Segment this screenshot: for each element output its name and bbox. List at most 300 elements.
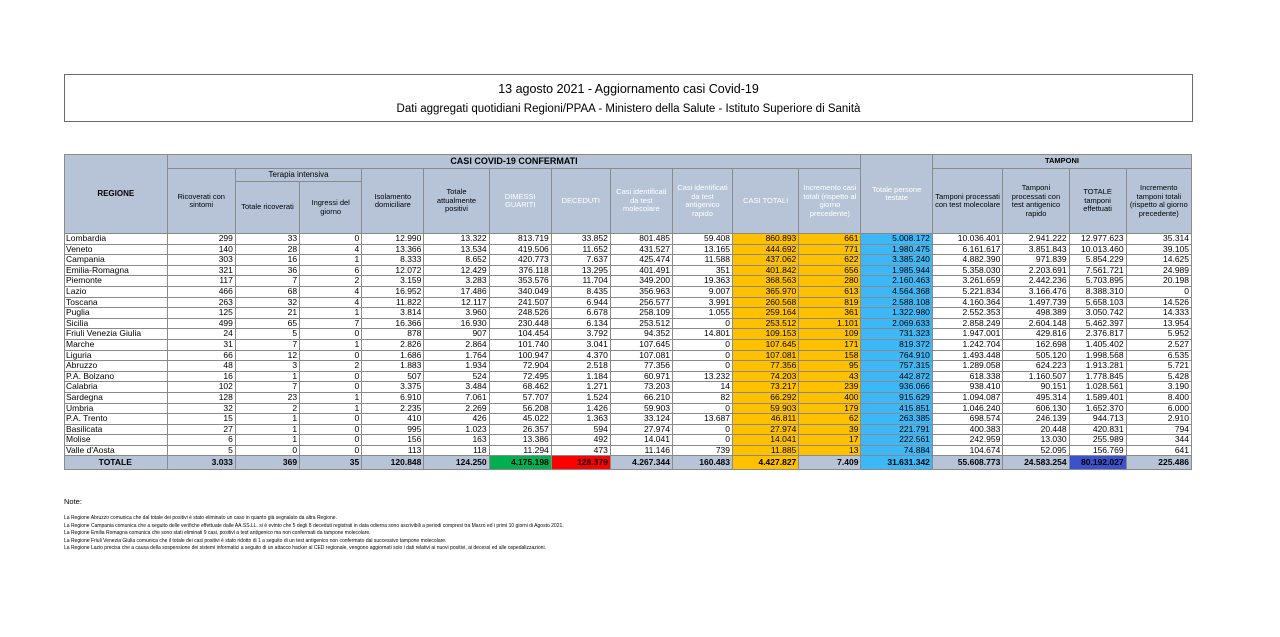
table-cell: 77.356 bbox=[610, 361, 672, 372]
note-line: La Regione Friuli Venezia Giulia comunica che il totale dei casi positivi è stato ridotto di 1 a seguito di un test antigenico non confermato dal successivo tampone molecolare. bbox=[64, 537, 447, 544]
table-cell: 771 bbox=[799, 244, 861, 255]
table-cell: 971.839 bbox=[1003, 255, 1069, 266]
table-cell: 12.977.623 bbox=[1069, 234, 1126, 245]
total-cell: 4.267.344 bbox=[610, 456, 672, 470]
table-cell: 13.534 bbox=[424, 244, 489, 255]
table-row bbox=[65, 424, 1192, 435]
table-cell: 7.561.721 bbox=[1069, 265, 1126, 276]
table-cell: 499 bbox=[167, 318, 235, 329]
table-cell: 253.512 bbox=[610, 318, 672, 329]
table-cell: 13 bbox=[799, 445, 861, 456]
table-cell: 5.428 bbox=[1126, 371, 1191, 382]
table-cell: 299 bbox=[167, 234, 235, 245]
total-cell: 128.379 bbox=[551, 456, 610, 470]
table-cell: 2.910 bbox=[1126, 414, 1191, 425]
table-cell: 4.370 bbox=[551, 350, 610, 361]
table-cell: 107.645 bbox=[610, 339, 672, 350]
table-cell: 221.791 bbox=[861, 424, 932, 435]
table-cell: 26.357 bbox=[489, 424, 551, 435]
table-cell: 77.356 bbox=[733, 361, 799, 372]
total-cell: 160.483 bbox=[672, 456, 732, 470]
table-cell: 426 bbox=[424, 414, 489, 425]
table-cell: 1.160.507 bbox=[1003, 371, 1069, 382]
row-region-name: P.A. Trento bbox=[65, 414, 168, 425]
table-cell: 11.652 bbox=[551, 244, 610, 255]
table-cell: 944.713 bbox=[1069, 414, 1126, 425]
table-cell: 256.577 bbox=[610, 297, 672, 308]
table-cell: 6.944 bbox=[551, 297, 610, 308]
table-cell: 11.704 bbox=[551, 276, 610, 287]
table-cell: 1 bbox=[235, 435, 299, 446]
table-cell: 104.454 bbox=[489, 329, 551, 340]
table-cell: 28 bbox=[235, 244, 299, 255]
table-cell: 5.221.834 bbox=[932, 286, 1002, 297]
table-cell: 2 bbox=[235, 403, 299, 414]
header-tamponi-molecolare: Tamponi processati con test molecolare bbox=[932, 169, 1002, 234]
table-cell: 498.389 bbox=[1003, 308, 1069, 319]
table-cell: 1 bbox=[235, 424, 299, 435]
table-cell: 1.934 bbox=[424, 361, 489, 372]
table-cell: 1.426 bbox=[551, 403, 610, 414]
table-cell: 1.405.402 bbox=[1069, 339, 1126, 350]
table-cell: 2.376.817 bbox=[1069, 329, 1126, 340]
table-cell: 253.512 bbox=[733, 318, 799, 329]
table-cell: 1.913.281 bbox=[1069, 361, 1126, 372]
table-cell: 35.314 bbox=[1126, 234, 1191, 245]
page-title: 13 agosto 2021 - Aggiornamento casi Covid-19 bbox=[498, 82, 759, 96]
table-cell: 113 bbox=[362, 445, 424, 456]
table-cell: 7.061 bbox=[424, 392, 489, 403]
table-cell: 14.526 bbox=[1126, 297, 1191, 308]
table-cell: 14.333 bbox=[1126, 308, 1191, 319]
table-cell: 0 bbox=[300, 435, 362, 446]
table-cell: 6 bbox=[167, 435, 235, 446]
table-cell: 13.366 bbox=[362, 244, 424, 255]
row-region-name: Lombardia bbox=[65, 234, 168, 245]
covid-data-table bbox=[64, 154, 1192, 470]
table-cell: 104.674 bbox=[932, 445, 1002, 456]
table-cell: 0 bbox=[672, 350, 732, 361]
table-cell: 117 bbox=[167, 276, 235, 287]
table-cell: 622 bbox=[799, 255, 861, 266]
table-cell: 1.046.240 bbox=[932, 403, 1002, 414]
table-cell: 259.164 bbox=[733, 308, 799, 319]
table-cell: 0 bbox=[300, 424, 362, 435]
table-cell: 3.190 bbox=[1126, 382, 1191, 393]
table-cell: 48 bbox=[167, 361, 235, 372]
table-cell: 594 bbox=[551, 424, 610, 435]
table-cell: 68 bbox=[235, 286, 299, 297]
total-cell: 120.848 bbox=[362, 456, 424, 470]
table-cell: 425.474 bbox=[610, 255, 672, 266]
table-cell: 1.764 bbox=[424, 350, 489, 361]
table-cell: 915.629 bbox=[861, 392, 932, 403]
table-cell: 59.408 bbox=[672, 234, 732, 245]
table-cell: 12.072 bbox=[362, 265, 424, 276]
table-cell: 23 bbox=[235, 392, 299, 403]
table-cell: 13.954 bbox=[1126, 318, 1191, 329]
table-cell: 11.822 bbox=[362, 297, 424, 308]
table-cell: 0 bbox=[672, 424, 732, 435]
table-cell: 420.831 bbox=[1069, 424, 1126, 435]
table-cell: 13.295 bbox=[551, 265, 610, 276]
table-row bbox=[65, 403, 1192, 414]
table-cell: 12 bbox=[235, 350, 299, 361]
table-row bbox=[65, 339, 1192, 350]
header-antigenico: Casi identificati da test antigenico rapido bbox=[672, 169, 732, 234]
total-cell: 80.192.027 bbox=[1069, 456, 1126, 470]
table-cell: 6.161.617 bbox=[932, 244, 1002, 255]
table-cell: 3.851.843 bbox=[1003, 244, 1069, 255]
table-cell: 344 bbox=[1126, 435, 1191, 446]
table-cell: 27 bbox=[167, 424, 235, 435]
table-cell: 100.947 bbox=[489, 350, 551, 361]
table-cell: 1.363 bbox=[551, 414, 610, 425]
table-cell: 0 bbox=[672, 361, 732, 372]
table-cell: 1.028.561 bbox=[1069, 382, 1126, 393]
table-row bbox=[65, 308, 1192, 319]
table-cell: 5.462.397 bbox=[1069, 318, 1126, 329]
header-ti-ingressi: Ingressi del giorno bbox=[300, 182, 362, 234]
notes-list bbox=[64, 515, 564, 553]
note-line: La Regione Emilia Romagna comunica che sono stati eliminati 9 casi, positivi a test antigenico ma non confermati da tampone molecolare. bbox=[64, 530, 371, 537]
table-cell: 492 bbox=[551, 435, 610, 446]
table-cell: 437.062 bbox=[733, 255, 799, 266]
table-cell: 179 bbox=[799, 403, 861, 414]
table-cell: 56.208 bbox=[489, 403, 551, 414]
table-cell: 17 bbox=[799, 435, 861, 446]
table-cell: 230.448 bbox=[489, 318, 551, 329]
table-cell: 13.030 bbox=[1003, 435, 1069, 446]
table-cell: 349.200 bbox=[610, 276, 672, 287]
row-region-name: Veneto bbox=[65, 244, 168, 255]
table-row bbox=[65, 286, 1192, 297]
table-cell: 31 bbox=[167, 339, 235, 350]
table-cell: 3.960 bbox=[424, 308, 489, 319]
table-cell: 27.974 bbox=[733, 424, 799, 435]
table-cell: 4.564.368 bbox=[861, 286, 932, 297]
table-cell: 907 bbox=[424, 329, 489, 340]
table-cell: 128 bbox=[167, 392, 235, 403]
table-cell: 1.524 bbox=[551, 392, 610, 403]
table-cell: 3.375 bbox=[362, 382, 424, 393]
table-cell: 1.589.401 bbox=[1069, 392, 1126, 403]
table-cell: 1.980.475 bbox=[861, 244, 932, 255]
table-cell: 0 bbox=[300, 414, 362, 425]
table-cell: 401.842 bbox=[733, 265, 799, 276]
table-cell: 8.388.310 bbox=[1069, 286, 1126, 297]
table-cell: 1 bbox=[300, 255, 362, 266]
table-cell: 162.698 bbox=[1003, 339, 1069, 350]
table-cell: 14.801 bbox=[672, 329, 732, 340]
table-cell: 11.146 bbox=[610, 445, 672, 456]
table-cell: 13.386 bbox=[489, 435, 551, 446]
table-cell: 36 bbox=[235, 265, 299, 276]
table-cell: 8.435 bbox=[551, 286, 610, 297]
table-cell: 2.604.148 bbox=[1003, 318, 1069, 329]
table-cell: 473 bbox=[551, 445, 610, 456]
table-cell: 13.165 bbox=[672, 244, 732, 255]
table-cell: 14.041 bbox=[610, 435, 672, 446]
table-cell: 1.023 bbox=[424, 424, 489, 435]
table-cell: 2.235 bbox=[362, 403, 424, 414]
table-cell: 125 bbox=[167, 308, 235, 319]
table-cell: 0 bbox=[672, 435, 732, 446]
table-cell: 656 bbox=[799, 265, 861, 276]
table-cell: 90.151 bbox=[1003, 382, 1069, 393]
table-cell: 6.910 bbox=[362, 392, 424, 403]
table-cell: 107.645 bbox=[733, 339, 799, 350]
header-molecolare: Casi identificati da test molecolare bbox=[610, 169, 672, 234]
table-cell: 16 bbox=[235, 255, 299, 266]
table-cell: 33.852 bbox=[551, 234, 610, 245]
table-cell: 801.485 bbox=[610, 234, 672, 245]
table-cell: 860.893 bbox=[733, 234, 799, 245]
table-cell: 66.210 bbox=[610, 392, 672, 403]
table-cell: 0 bbox=[672, 339, 732, 350]
header-isolamento: Isolamento domiciliare bbox=[362, 169, 424, 234]
note-line: La Regione Abruzzo comunica che dal totale dei positivi è stato eliminato un caso in quanto già segnalato da altra Regione. bbox=[64, 515, 337, 521]
table-cell: 2.160.463 bbox=[861, 276, 932, 287]
table-cell: 431.527 bbox=[610, 244, 672, 255]
table-cell: 2.864 bbox=[424, 339, 489, 350]
table-cell: 356.963 bbox=[610, 286, 672, 297]
table-cell: 109 bbox=[799, 329, 861, 340]
table-cell: 1 bbox=[235, 371, 299, 382]
table-cell: 109.153 bbox=[733, 329, 799, 340]
row-region-name: Emilia-Romagna bbox=[65, 265, 168, 276]
table-cell: 12.429 bbox=[424, 265, 489, 276]
table-cell: 1.094.087 bbox=[932, 392, 1002, 403]
table-cell: 1.322.980 bbox=[861, 308, 932, 319]
table-cell: 14.041 bbox=[733, 435, 799, 446]
table-cell: 16 bbox=[167, 371, 235, 382]
table-cell: 11.885 bbox=[733, 445, 799, 456]
header-deceduti: DECEDUTI bbox=[551, 169, 610, 234]
table-body bbox=[65, 234, 1192, 470]
table-cell: 4 bbox=[300, 244, 362, 255]
table-cell: 39 bbox=[799, 424, 861, 435]
table-cell: 8.333 bbox=[362, 255, 424, 266]
table-cell: 661 bbox=[799, 234, 861, 245]
table-cell: 2.552.353 bbox=[932, 308, 1002, 319]
table-cell: 2.203.691 bbox=[1003, 265, 1069, 276]
table-cell: 1.101 bbox=[799, 318, 861, 329]
table-cell: 1.289.058 bbox=[932, 361, 1002, 372]
table-row bbox=[65, 297, 1192, 308]
table-cell: 6.000 bbox=[1126, 403, 1191, 414]
header-casi-totali: CASI TOTALI bbox=[733, 169, 799, 234]
table-cell: 819 bbox=[799, 297, 861, 308]
table-row bbox=[65, 318, 1192, 329]
table-cell: 351 bbox=[672, 265, 732, 276]
table-row bbox=[65, 414, 1192, 425]
table-cell: 4 bbox=[300, 297, 362, 308]
total-label: TOTALE bbox=[65, 456, 168, 470]
table-cell: 524 bbox=[424, 371, 489, 382]
note-line: La Regione Campania comunica che a seguito delle verifiche effettuate dalle AA.SS.LL. si è evinto che 5 degli 8 deceduti registrati in data odierna sono ascrivibili a periodi compresi tra Marzo ed i primi 10 giorni di Agosto 2021. bbox=[64, 522, 564, 529]
total-cell: 35 bbox=[300, 456, 362, 470]
table-row bbox=[65, 350, 1192, 361]
table-cell: 280 bbox=[799, 276, 861, 287]
table-cell: 1.883 bbox=[362, 361, 424, 372]
table-cell: 6.678 bbox=[551, 308, 610, 319]
table-cell: 3.792 bbox=[551, 329, 610, 340]
table-cell: 813.719 bbox=[489, 234, 551, 245]
table-cell: 5.952 bbox=[1126, 329, 1191, 340]
table-cell: 39.105 bbox=[1126, 244, 1191, 255]
table-cell: 12.117 bbox=[424, 297, 489, 308]
table-cell: 16.930 bbox=[424, 318, 489, 329]
table-cell: 73.203 bbox=[610, 382, 672, 393]
header-ricoverati: Ricoverati con sintomi bbox=[167, 169, 235, 234]
table-cell: 429.816 bbox=[1003, 329, 1069, 340]
table-cell: 353.576 bbox=[489, 276, 551, 287]
table-cell: 444.692 bbox=[733, 244, 799, 255]
row-region-name: Piemonte bbox=[65, 276, 168, 287]
table-cell: 495.314 bbox=[1003, 392, 1069, 403]
table-cell: 68.462 bbox=[489, 382, 551, 393]
table-cell: 0 bbox=[300, 350, 362, 361]
table-cell: 415.851 bbox=[861, 403, 932, 414]
table-cell: 10.013.460 bbox=[1069, 244, 1126, 255]
table-cell: 1.778.845 bbox=[1069, 371, 1126, 382]
table-cell: 52.095 bbox=[1003, 445, 1069, 456]
table-cell: 72.495 bbox=[489, 371, 551, 382]
table-cell: 94.352 bbox=[610, 329, 672, 340]
table-cell: 757.315 bbox=[861, 361, 932, 372]
table-cell: 3.166.476 bbox=[1003, 286, 1069, 297]
table-cell: 938.410 bbox=[932, 382, 1002, 393]
table-cell: 0 bbox=[300, 329, 362, 340]
table-cell: 1.493.448 bbox=[932, 350, 1002, 361]
table-cell: 0 bbox=[300, 445, 362, 456]
table-cell: 3 bbox=[235, 361, 299, 372]
table-cell: 1 bbox=[235, 414, 299, 425]
table-cell: 2.858.249 bbox=[932, 318, 1002, 329]
table-cell: 9.007 bbox=[672, 286, 732, 297]
row-region-name: Umbria bbox=[65, 403, 168, 414]
table-cell: 3.041 bbox=[551, 339, 610, 350]
table-cell: 3.385.240 bbox=[861, 255, 932, 266]
table-cell: 239 bbox=[799, 382, 861, 393]
table-row bbox=[65, 392, 1192, 403]
table-cell: 13.232 bbox=[672, 371, 732, 382]
table-cell: 2.518 bbox=[551, 361, 610, 372]
table-cell: 74.884 bbox=[861, 445, 932, 456]
table-cell: 1 bbox=[300, 403, 362, 414]
table-cell: 3.261.659 bbox=[932, 276, 1002, 287]
table-cell: 57.707 bbox=[489, 392, 551, 403]
table-cell: 613 bbox=[799, 286, 861, 297]
table-cell: 698.574 bbox=[932, 414, 1002, 425]
table-cell: 24.989 bbox=[1126, 265, 1191, 276]
table-total-row bbox=[65, 456, 1192, 470]
table-cell: 466 bbox=[167, 286, 235, 297]
table-row bbox=[65, 371, 1192, 382]
table-cell: 32 bbox=[235, 297, 299, 308]
table-cell: 7 bbox=[235, 276, 299, 287]
table-cell: 248.526 bbox=[489, 308, 551, 319]
table-cell: 14 bbox=[672, 382, 732, 393]
total-cell: 225.486 bbox=[1126, 456, 1191, 470]
table-cell: 60.971 bbox=[610, 371, 672, 382]
table-cell: 118 bbox=[424, 445, 489, 456]
table-cell: 62 bbox=[799, 414, 861, 425]
table-cell: 764.910 bbox=[861, 350, 932, 361]
table-cell: 2.269 bbox=[424, 403, 489, 414]
table-row bbox=[65, 361, 1192, 372]
table-cell: 0 bbox=[672, 318, 732, 329]
table-row bbox=[65, 382, 1192, 393]
table-cell: 819.372 bbox=[861, 339, 932, 350]
table-cell: 1.184 bbox=[551, 371, 610, 382]
table-cell: 107.081 bbox=[733, 350, 799, 361]
table-cell: 21 bbox=[235, 308, 299, 319]
table-cell: 606.130 bbox=[1003, 403, 1069, 414]
table-cell: 624.223 bbox=[1003, 361, 1069, 372]
table-cell: 255.989 bbox=[1069, 435, 1126, 446]
row-region-name: Puglia bbox=[65, 308, 168, 319]
table-cell: 5.008.172 bbox=[861, 234, 932, 245]
table-cell: 45.022 bbox=[489, 414, 551, 425]
table-cell: 11.588 bbox=[672, 255, 732, 266]
table-cell: 59.903 bbox=[610, 403, 672, 414]
row-region-name: Liguria bbox=[65, 350, 168, 361]
total-cell: 4.175.198 bbox=[489, 456, 551, 470]
table-row bbox=[65, 244, 1192, 255]
table-cell: 641 bbox=[1126, 445, 1191, 456]
table-cell: 156.769 bbox=[1069, 445, 1126, 456]
table-cell: 4 bbox=[300, 286, 362, 297]
header-positivi: Totale attualmente positivi bbox=[424, 169, 489, 234]
row-region-name: Basilicata bbox=[65, 424, 168, 435]
header-group-casi: CASI COVID-19 CONFERMATI bbox=[167, 155, 861, 169]
table-cell: 1.998.568 bbox=[1069, 350, 1126, 361]
table-cell: 72.904 bbox=[489, 361, 551, 372]
table-cell: 376.118 bbox=[489, 265, 551, 276]
table-cell: 368.563 bbox=[733, 276, 799, 287]
table-cell: 32 bbox=[167, 403, 235, 414]
header-tamponi-totale: TOTALE tamponi effettuati bbox=[1069, 169, 1126, 234]
table-cell: 1.947.001 bbox=[932, 329, 1002, 340]
table-cell: 3.484 bbox=[424, 382, 489, 393]
table-cell: 263.385 bbox=[861, 414, 932, 425]
table-cell: 65 bbox=[235, 318, 299, 329]
header-group-tamponi: TAMPONI bbox=[932, 155, 1191, 169]
table-cell: 101.740 bbox=[489, 339, 551, 350]
table-cell: 258.109 bbox=[610, 308, 672, 319]
header-ti-totale: Totale ricoverati bbox=[235, 182, 299, 234]
table-cell: 5 bbox=[235, 329, 299, 340]
table-cell: 1.497.739 bbox=[1003, 297, 1069, 308]
table-cell: 1 bbox=[300, 392, 362, 403]
table-cell: 20.198 bbox=[1126, 276, 1191, 287]
table-cell: 419.506 bbox=[489, 244, 551, 255]
total-cell: 31.631.342 bbox=[861, 456, 932, 470]
header-persone-testate: Totale persone testate bbox=[861, 155, 932, 234]
table-cell: 27.974 bbox=[610, 424, 672, 435]
table-cell: 15 bbox=[167, 414, 235, 425]
table-cell: 0 bbox=[672, 403, 732, 414]
table-cell: 2.941.222 bbox=[1003, 234, 1069, 245]
header-tamponi-incremento: Incremento tamponi totali (rispetto al giorno precedente) bbox=[1126, 169, 1191, 234]
row-region-name: Calabria bbox=[65, 382, 168, 393]
table-cell: 43 bbox=[799, 371, 861, 382]
table-cell: 420.773 bbox=[489, 255, 551, 266]
table-cell: 5.721 bbox=[1126, 361, 1191, 372]
table-cell: 1.271 bbox=[551, 382, 610, 393]
